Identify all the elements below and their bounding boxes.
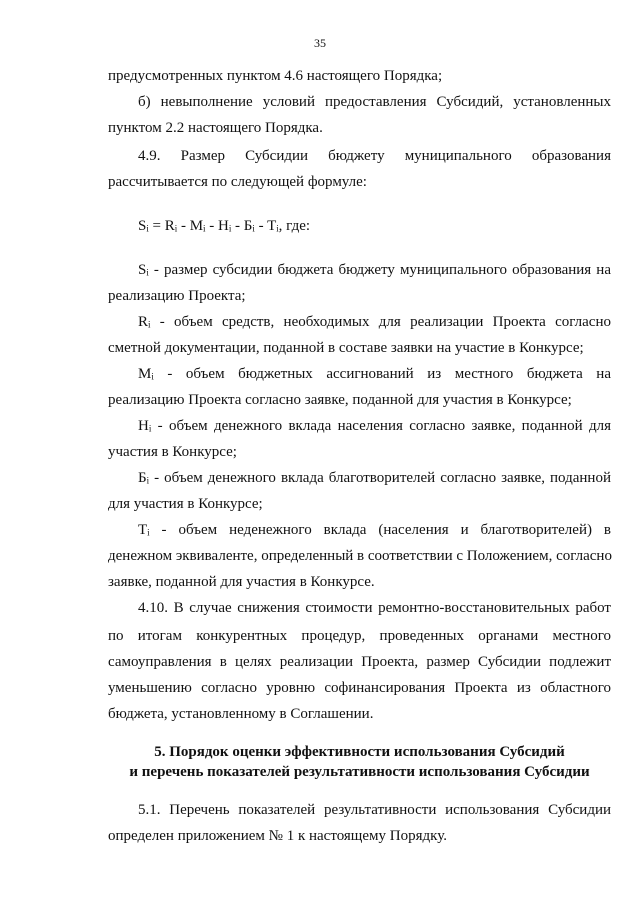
text-line: реализацию Проекта согласно заявке, поданной для участия в Конкурсе; xyxy=(108,392,572,408)
text-line: для участия в Конкурсе; xyxy=(108,496,263,512)
section-heading: 5. Порядок оценки эффективности использования Субсидий xyxy=(154,744,565,760)
text-line: бюджета, установленному в Соглашении. xyxy=(108,706,374,722)
text-line: Rᵢ - объем средств, необходимых для реализации Проекта согласно xyxy=(138,314,611,330)
text-line: Sᵢ - размер субсидии бюджета бюджету муниципального образования на xyxy=(138,262,611,278)
text-line: реализацию Проекта; xyxy=(108,288,246,304)
text-line: Hᵢ - объем денежного вклада населения согласно заявке, поданной для xyxy=(138,418,611,434)
text-line: определен приложением № 1 к настоящему Порядку. xyxy=(108,828,447,844)
text-line: 4.10. В случае снижения стоимости ремонтно-восстановительных работ xyxy=(138,600,611,616)
text-line: 5.1. Перечень показателей результативности использования Субсидии xyxy=(138,802,611,818)
page-number: 35 xyxy=(314,36,326,50)
text-line: Бᵢ - объем денежного вклада благотворителей согласно заявке, поданной xyxy=(138,470,611,486)
text-line: Tᵢ - объем неденежного вклада (населения и благотворителей) в xyxy=(138,522,611,538)
text-line: самоуправления в целях реализации Проекта, размер Субсидии подлежит xyxy=(108,654,611,670)
text-line: участия в Конкурсе; xyxy=(108,444,237,460)
section-heading: и перечень показателей результативности использования Субсидии xyxy=(129,764,590,780)
text-line: сметной документации, поданной в составе заявки на участие в Конкурсе; xyxy=(108,340,584,356)
text-line: заявке, поданной для участия в Конкурсе. xyxy=(108,574,375,590)
formula: Sᵢ = Rᵢ - Mᵢ - Hᵢ - Бᵢ - Tᵢ, где: xyxy=(138,218,311,234)
text-line: предусмотренных пунктом 4.6 настоящего Порядка; xyxy=(108,68,443,84)
text-line: рассчитывается по следующей формуле: xyxy=(108,174,367,190)
text-line: денежном эквиваленте, определенный в соответствии с Положением, согласно xyxy=(108,548,612,564)
text-line: пунктом 2.2 настоящего Порядка. xyxy=(108,120,323,136)
text-line: Mᵢ - объем бюджетных ассигнований из местного бюджета на xyxy=(138,366,611,382)
text-line: уменьшению согласно уровню софинансирования Проекта из областного xyxy=(108,680,611,696)
text-line: б) невыполнение условий предоставления Субсидий, установленных xyxy=(138,94,611,110)
text-line: 4.9. Размер Субсидии бюджету муниципального образования xyxy=(138,148,611,164)
text-line: по итогам конкурентных процедур, проведенных органами местного xyxy=(108,628,611,644)
